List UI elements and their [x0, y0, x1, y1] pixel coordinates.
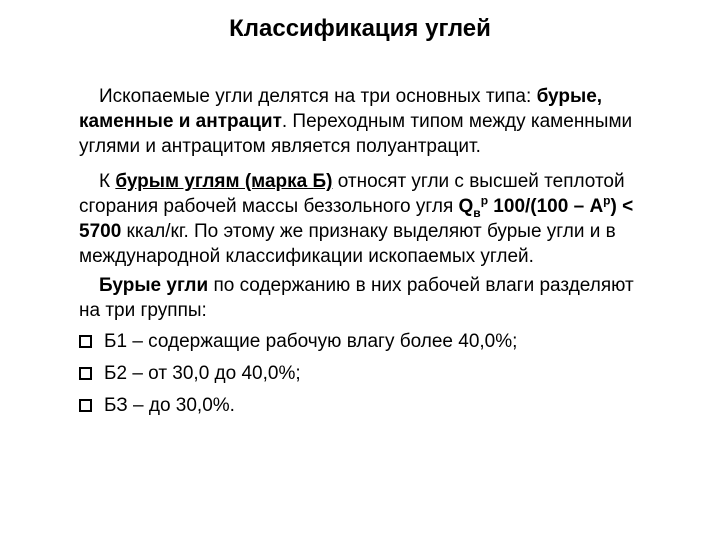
- q-symbol: Q: [458, 196, 474, 217]
- group-text: [104, 361, 301, 386]
- slide-title: Классификация углей: [229, 15, 491, 42]
- formula-body: 100/(100 – А: [488, 196, 604, 217]
- brown-coal-label: Бурые угли: [99, 275, 209, 296]
- para2-tail: ккал/кг. По этому же признаку выделяют бурые угли и в международной классификации ископаемых углей.: [79, 221, 616, 267]
- list-item: [79, 329, 659, 361]
- group-text: [104, 393, 235, 418]
- q-superscript: р: [480, 193, 489, 208]
- brown-coal-term: бурым углям (марка Б): [115, 171, 333, 192]
- formula-end: ) < 5700: [79, 196, 634, 242]
- para1-tail: . Переходным типом между каменными углями и антрацитом является полуантрацит.: [79, 111, 633, 157]
- checkbox-bullet-icon: [79, 367, 92, 380]
- para3-tail: по содержанию в них рабочей влаги разделяют на три группы:: [79, 275, 634, 321]
- para1-intro: Ископаемые угли делятся на три основных типа:: [99, 86, 537, 107]
- checkbox-bullet-icon: [79, 335, 92, 348]
- group-text: [104, 329, 517, 354]
- group-label: Б2 –: [104, 363, 143, 384]
- list-item: [79, 393, 659, 425]
- group-description: от 30,0 до 40,0%;: [142, 363, 301, 384]
- para2-middle: относят угли с высшей теплотой сгорания рабочей массы беззольного угля: [79, 171, 625, 217]
- para2-start: К: [99, 171, 116, 192]
- paragraph-groups-intro: [79, 273, 659, 323]
- group-label: Б1 –: [104, 331, 143, 352]
- group-description: содержащие рабочую влагу более 40,0%;: [142, 331, 518, 352]
- para1-types: бурые, каменные и антрацит: [79, 86, 603, 132]
- group-description: до 30,0%.: [143, 395, 235, 416]
- list-item: [79, 361, 659, 393]
- paragraph-brown-coal-definition: [79, 169, 659, 269]
- checkbox-bullet-icon: [79, 399, 92, 412]
- group-label: БЗ –: [104, 395, 144, 416]
- paragraph-coal-types: [79, 84, 659, 159]
- a-superscript: р: [603, 193, 611, 208]
- q-subscript: в: [473, 205, 481, 220]
- groups-list: [79, 329, 659, 425]
- slide-content: [79, 84, 659, 425]
